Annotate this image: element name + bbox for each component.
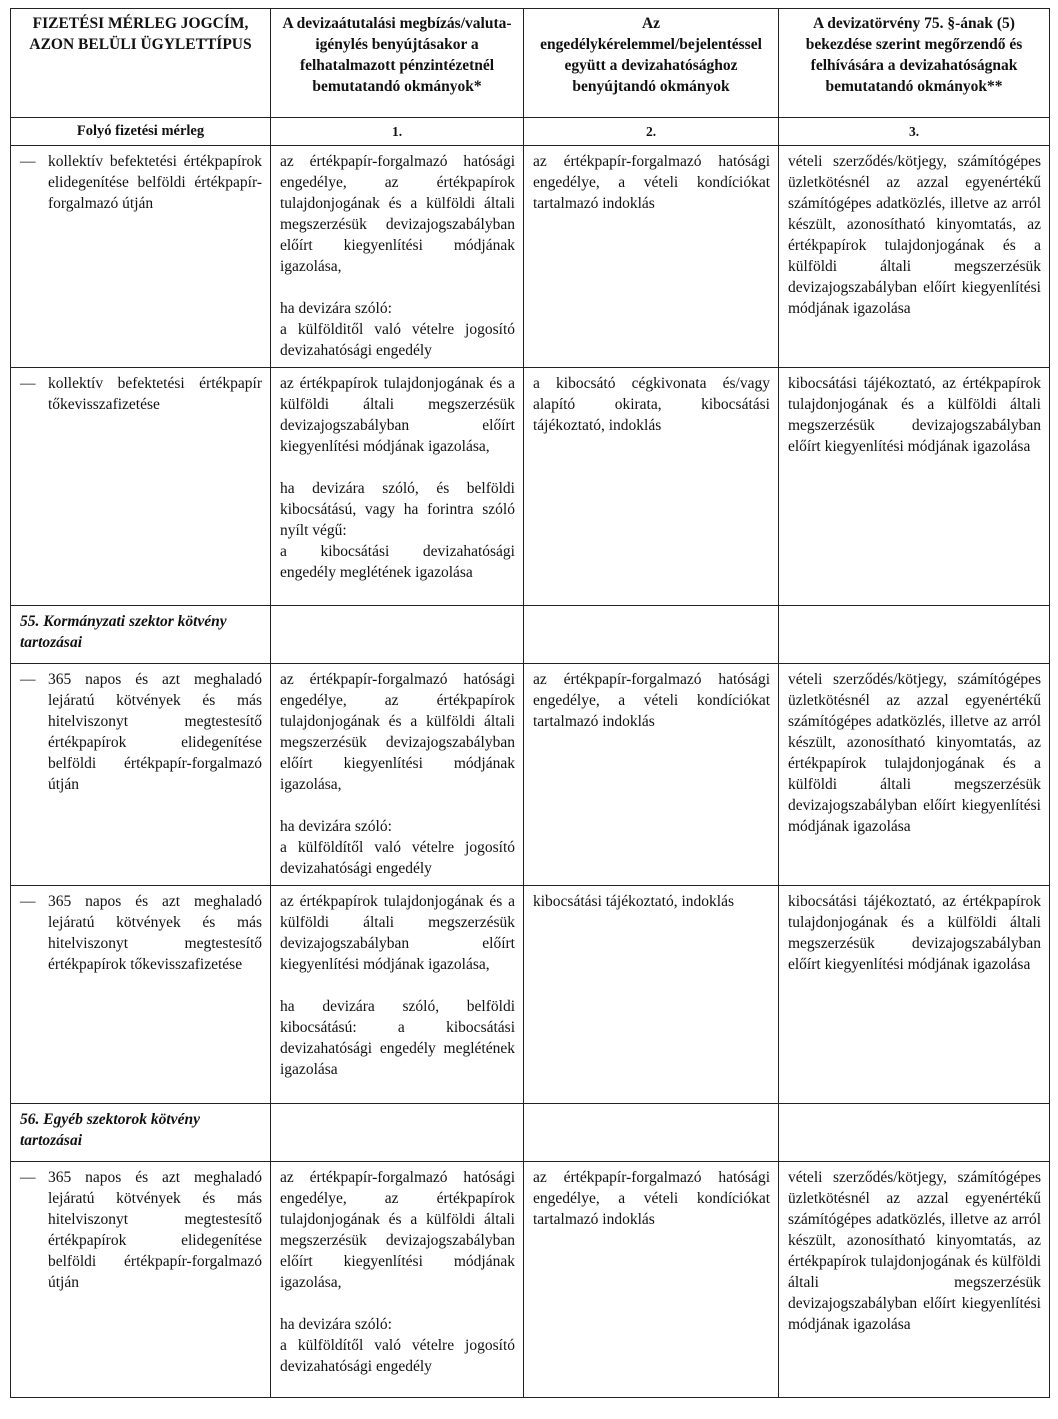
bank-docs-cell xyxy=(271,368,524,606)
header-col0: FIZETÉSI MÉRLEG JOGCÍM, AZON BELÜLI ÜGYLETTÍPUS xyxy=(11,9,271,118)
item-text: kollektív befektetési értékpapírok elidegenítése belföldi értékpapír-forgalmazó útján xyxy=(48,153,262,212)
table-row xyxy=(11,146,1050,368)
section-title: 56. Egyéb szektorok kötvény tartozásai xyxy=(11,1104,271,1162)
col-number-3: 3. xyxy=(779,118,1050,146)
bank-docs-cell xyxy=(271,1162,524,1398)
col-number-2: 2. xyxy=(524,118,779,146)
bank-docs-main: az értékpapír-forgalmazó hatósági engedélye, az értékpapírok tulajdonjogának és a külföldi általi megszerzésük devizajogszabályban előírt kiegyenlítési módjának igazolása, xyxy=(280,671,515,793)
bank-docs-cell xyxy=(271,664,524,886)
retained-docs-cell: kibocsátási tájékoztató, az értékpapírok tulajdonjogának és a külföldi általi megszerzésük devizajogszabályban előírt kiegyenlítési módjának igazolása xyxy=(779,368,1050,606)
bank-docs-condition: ha devizára szóló: xyxy=(280,818,392,835)
authority-docs-cell: kibocsátási tájékoztató, indoklás xyxy=(524,886,779,1104)
dash-mark: — xyxy=(20,893,36,910)
number-row xyxy=(11,118,1050,146)
bank-docs-main: az értékpapírok tulajdonjogának és a külföldi általi megszerzésük devizajogszabályban előírt kiegyenlítési módjának igazolása, xyxy=(280,893,515,973)
bank-docs-main: az értékpapírok tulajdonjogának és a külföldi általi megszerzésük devizajogszabályban előírt kiegyenlítési módjának igazolása, xyxy=(280,375,515,455)
authority-docs-cell: a kibocsátó cégkivonata és/vagy alapító okirata, kibocsátási tájékoztató, indoklás xyxy=(524,368,779,606)
bank-docs-extra: a külföldítől való vételre jogosító devizahatósági engedély xyxy=(280,839,515,877)
item-cell xyxy=(11,1162,271,1398)
requirements-table xyxy=(10,8,1050,1398)
dash-mark: — xyxy=(20,671,36,688)
header-col1: A devizaátutalási megbízás/valuta-igénylés benyújtásakor a felhatalmazott pénzintézetnél bemutatandó okmányok* xyxy=(271,9,524,118)
item-cell xyxy=(11,146,271,368)
table-row xyxy=(11,664,1050,886)
retained-docs-cell: vételi szerződés/kötjegy, számítógépes üzletkötésnél az azzal egyenértékű számítógépes adatközlés, illetve az arról készült, azonosítható kinyomtatás, az értékpapírok tulajdonjogának és a külföldi általi megszerzésük devizajogszabályban előírt kiegyenlítési módjának igazolása xyxy=(779,664,1050,886)
bank-docs-main: az értékpapír-forgalmazó hatósági engedélye, az értékpapírok tulajdonjogának és a külföldi általi megszerzésük devizajogszabályban előírt kiegyenlítési módjának igazolása, xyxy=(280,1169,515,1291)
header-row xyxy=(11,9,1050,118)
authority-docs-cell: az értékpapír-forgalmazó hatósági engedélye, a vételi kondíciókat tartalmazó indoklás xyxy=(524,1162,779,1398)
section-row xyxy=(11,606,1050,664)
table-row xyxy=(11,886,1050,1104)
bank-docs-cell xyxy=(271,146,524,368)
item-cell xyxy=(11,886,271,1104)
bank-docs-condition: ha devizára szóló: xyxy=(280,1316,392,1333)
dash-mark: — xyxy=(20,153,36,170)
bank-docs-main: az értékpapír-forgalmazó hatósági engedélye, az értékpapírok tulajdonjogának és a külföldi általi megszerzésük devizajogszabályban előírt kiegyenlítési módjának igazolása, xyxy=(280,153,515,275)
bank-docs-extra: a külföldítől való vételre jogosító devizahatósági engedély xyxy=(280,1337,515,1375)
item-cell xyxy=(11,664,271,886)
bank-docs-cell xyxy=(271,886,524,1104)
header-col2: Az engedélykérelemmel/bejelentéssel együtt a devizahatósághoz benyújtandó okmányok xyxy=(524,9,779,118)
section-label: Folyó fizetési mérleg xyxy=(11,118,271,146)
retained-docs-cell: kibocsátási tájékoztató, az értékpapírok tulajdonjogának és a külföldi általi megszerzésük devizajogszabályban előírt kiegyenlítési módjának igazolása xyxy=(779,886,1050,1104)
item-text: kollektív befektetési értékpapír tőkevisszafizetése xyxy=(48,375,262,413)
table-row xyxy=(11,368,1050,606)
bank-docs-condition: ha devizára szóló: xyxy=(280,300,392,317)
dash-mark: — xyxy=(20,375,36,392)
item-text: 365 napos és azt meghaladó lejáratú kötvények és más hitelviszonyt megtestesítő értékpapírok tőkevisszafizetése xyxy=(48,893,262,973)
dash-mark: — xyxy=(20,1169,36,1186)
col-number-1: 1. xyxy=(271,118,524,146)
authority-docs-cell: az értékpapír-forgalmazó hatósági engedélye, a vételi kondíciókat tartalmazó indoklás xyxy=(524,664,779,886)
item-text: 365 napos és azt meghaladó lejáratú kötvények és más hitelviszonyt megtestesítő értékpapírok elidegenítése belföldi értékpapír-forgalmazó útján xyxy=(48,671,262,793)
item-cell xyxy=(11,368,271,606)
bank-docs-condition: ha devizára szóló, és belföldi kibocsátású, vagy ha forintra szóló nyílt végű: xyxy=(280,480,515,539)
table-row xyxy=(11,1162,1050,1398)
item-text: 365 napos és azt meghaladó lejáratú kötvények és más hitelviszonyt megtestesítő értékpapírok elidegenítése belföldi értékpapír-forgalmazó útján xyxy=(48,1169,262,1291)
bank-docs-condition: ha devizára szóló, belföldi kibocsátású: a kibocsátási devizahatósági engedély meglétének igazolása xyxy=(280,998,515,1078)
retained-docs-cell: vételi szerződés/kötjegy, számítógépes üzletkötésnél az azzal egyenértékű számítógépes adatközlés, illetve az arról készült, azonosítható kinyomtatás, az értékpapírok tulajdonjogának és külföldi általi megszerzésük devizajogszabályban előírt kiegyenlítési módjának igazolása xyxy=(779,1162,1050,1398)
header-col3: A devizatörvény 75. §-ának (5) bekezdése szerint megőrzendő és felhívására a devizahatóságnak bemutatandó okmányok** xyxy=(779,9,1050,118)
retained-docs-cell: vételi szerződés/kötjegy, számítógépes üzletkötésnél az azzal egyenértékű számítógépes adatközlés, illetve az arról készült, azonosítható kinyomtatás, az értékpapírok tulajdonjogának és a külföldi általi megszerzésük devizajogszabályban előírt kiegyenlítési módjának igazolása xyxy=(779,146,1050,368)
section-row xyxy=(11,1104,1050,1162)
authority-docs-cell: az értékpapír-forgalmazó hatósági engedélye, a vételi kondíciókat tartalmazó indoklás xyxy=(524,146,779,368)
section-title: 55. Kormányzati szektor kötvény tartozásai xyxy=(11,606,271,664)
bank-docs-extra: a kibocsátási devizahatósági engedély meglétének igazolása xyxy=(280,543,515,581)
bank-docs-extra: a külfölditől való vételre jogosító devizahatósági engedély xyxy=(280,321,515,359)
